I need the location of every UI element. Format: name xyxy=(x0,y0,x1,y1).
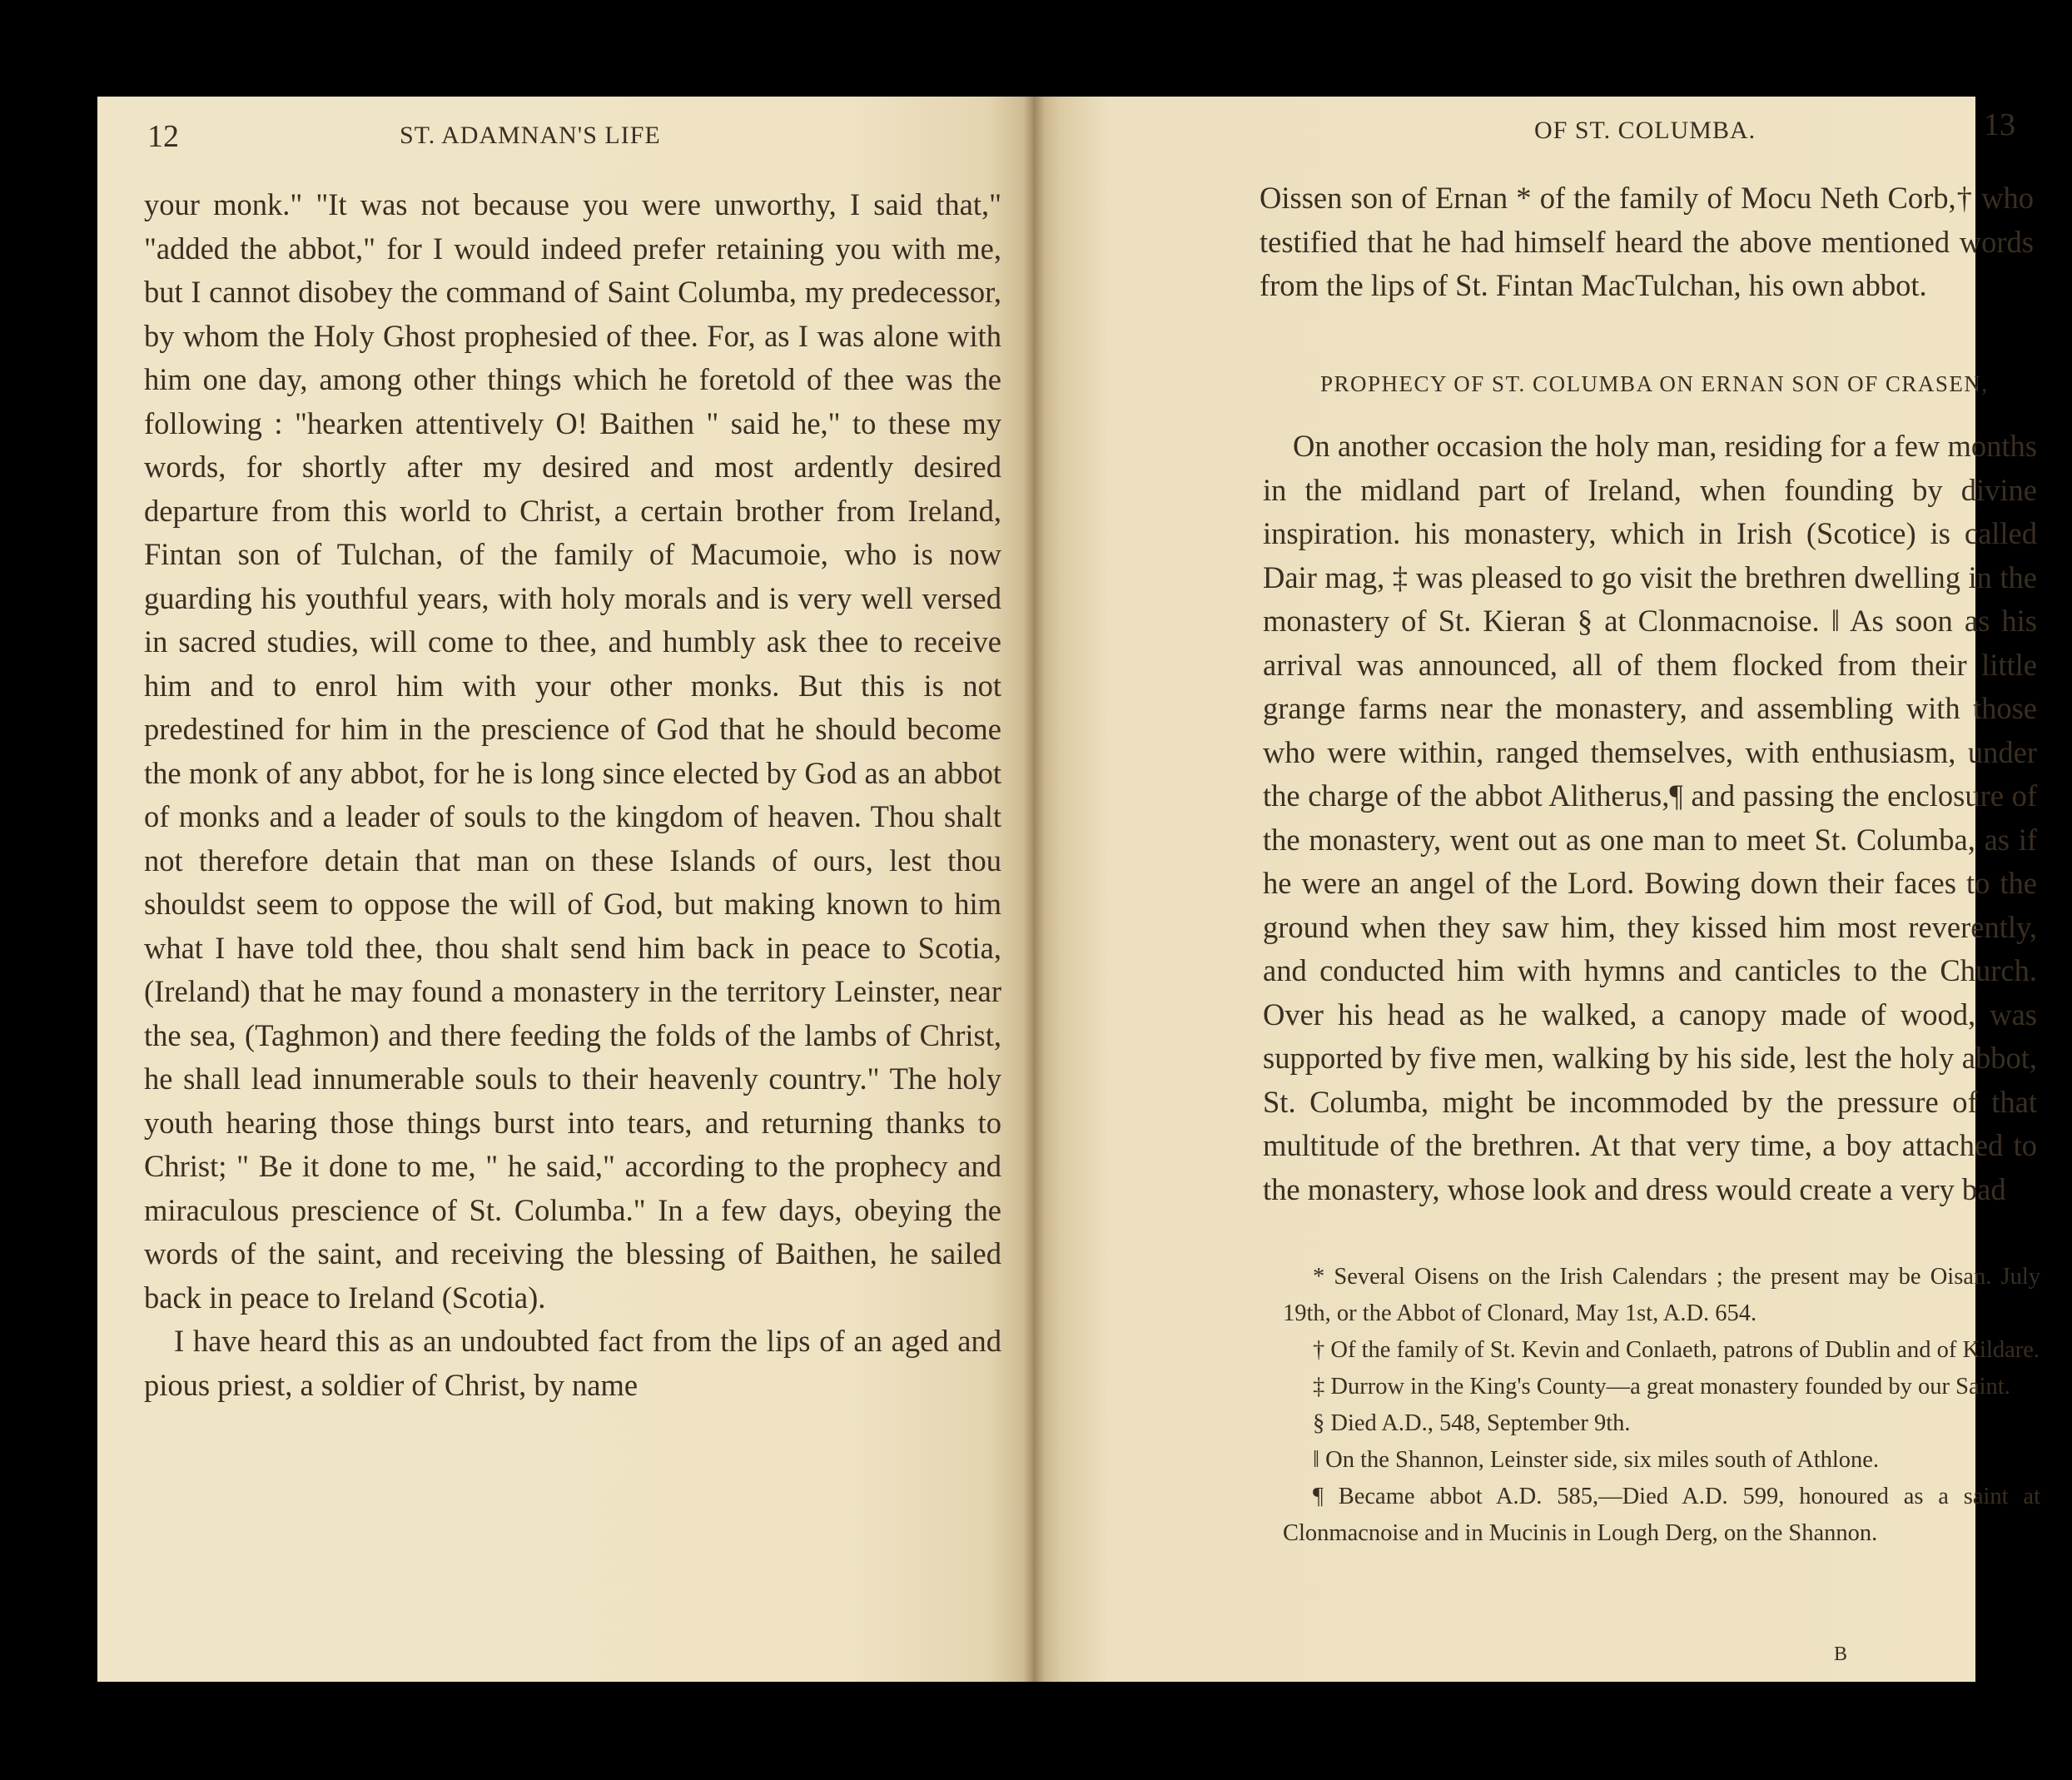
footnote-4: § Died A.D., 548, September 9th. xyxy=(1313,1410,1631,1436)
left-page xyxy=(97,97,1033,1682)
open-book xyxy=(97,97,2040,1682)
book-spine xyxy=(1023,97,1045,1682)
right-page-number: 13 xyxy=(1984,107,2015,142)
left-paragraph-1: your monk." "It was not because you were unworthy, I said that," "added the abbot," for I would indeed prefer retaining you with me, but I cannot disobey the command of Saint Columba, my predecessor, by whom the Holy Ghost prophesied of thee. For, as I was alone with him one day, among other things which he foretold of thee was the following : "hearken attentively O! Baithen " said he," to these my words, for shortly after my desired and most ardently desired departure from this world to Christ, a certain brother from Ireland, Fintan son of Tulchan, of the family of Macumoie, who is now guarding his youthful years, with holy morals and is very well versed in sacred studies, will come to thee, and humbly ask thee to receive him and to enrol him with your other monks. But this is not predestined for him in the prescience of God that he should become the monk of any abbot, for he is long since elected by God as an abbot of monks and a leader of souls to the kingdom of heaven. Thou shalt not therefore detain that man on these Islands of ours, lest thou shouldst seem to oppose the will of God, but making known to him what I have told thee, thou shalt send him back in peace to Scotia, (Ireland) that he may found a monastery in the territory Leinster, near the sea, (Taghmon) and there feeding the folds of the lambs of Christ, he shall lead innumerable souls to their heavenly country." The holy youth hearing those things burst into tears, and returning thanks to Christ; " Be it done to me, " he said," according to the prophecy and miraculous prescience of St. Columba." In a few days, obeying the words of the saint, and receiving the blessing of Baithen, he sailed back in peace to Ireland (Scotia). xyxy=(144,187,1001,1315)
footnote-2: † Of the family of St. Kevin and Conlaeth, patrons of Dublin and of Kildare. xyxy=(1313,1337,2040,1363)
right-paragraph: On another occasion the holy man, residing for a few months in the midland part of Ireland, when founding by divine inspiration. his monastery, which in Irish (Scotice) is called Dair mag, ‡ was pleased to go visit the brethren dwelling in the monastery of St. Kieran § at Clonmacnoise. ‖ As soon as his arrival was announced, all of them flocked from their little grange farms near the monastery, and assembling with those who were within, ranged themselves, with enthusiasm, under the charge of the abbot Alitherus,¶ and passing the enclosure of the monastery, went out as one man to meet St. Columba, as if he were an angel of the Lord. Bowing down their faces to the ground when they saw him, they kissed him most reverently, and conducted him with hymns and canticles to the Church. Over his head as he walked, a canopy made of wood, was supported by five men, walking by his side, lest the holy abbot, St. Columba, might be incommoded by the pressure of that multitude of the brethren. At that very time, a boy attached to the monastery, whose look and dress would create a very bad xyxy=(1263,429,2037,1206)
left-paragraph-2: I have heard this as an undoubted fact from the lips of an aged and pious priest, a soldier of Christ, by name xyxy=(144,1324,1001,1402)
left-page-body xyxy=(144,183,1001,1407)
footnote-6: ¶ Became abbot A.D. 585,—Died A.D. 599, honoured as a saint at Clonmacnoise and in Mucinis in Lough Derg, on the Shannon. xyxy=(1283,1484,2040,1546)
left-running-head: ST. ADAMNAN'S LIFE xyxy=(400,122,661,149)
footnotes xyxy=(1283,1259,2040,1552)
signature-mark: B xyxy=(1834,1643,1848,1665)
right-page xyxy=(1033,97,2040,1682)
right-running-head: OF ST. COLUMBA. xyxy=(1534,117,1756,144)
footnote-3: ‡ Durrow in the King's County—a great monastery founded by our Saint. xyxy=(1313,1374,2010,1400)
section-heading: PROPHECY OF ST. COLUMBA ON ERNAN SON OF CRASEN, xyxy=(1320,371,1989,396)
right-opening-text: Oissen son of Ernan * of the family of Mocu Neth Corb,† who testified that he had himself heard the above mentioned words from the lips of St. Fintan MacTulchan, his own abbot. xyxy=(1260,181,2034,302)
footnote-5: ‖ On the Shannon, Leinster side, six miles south of Athlone. xyxy=(1313,1447,1880,1473)
left-page-number: 12 xyxy=(147,119,179,154)
footnote-1: * Several Oisens on the Irish Calendars ; the present may be Oisan. July 19th, or the Abbot of Clonard, May 1st, A.D. 654. xyxy=(1283,1264,2040,1326)
